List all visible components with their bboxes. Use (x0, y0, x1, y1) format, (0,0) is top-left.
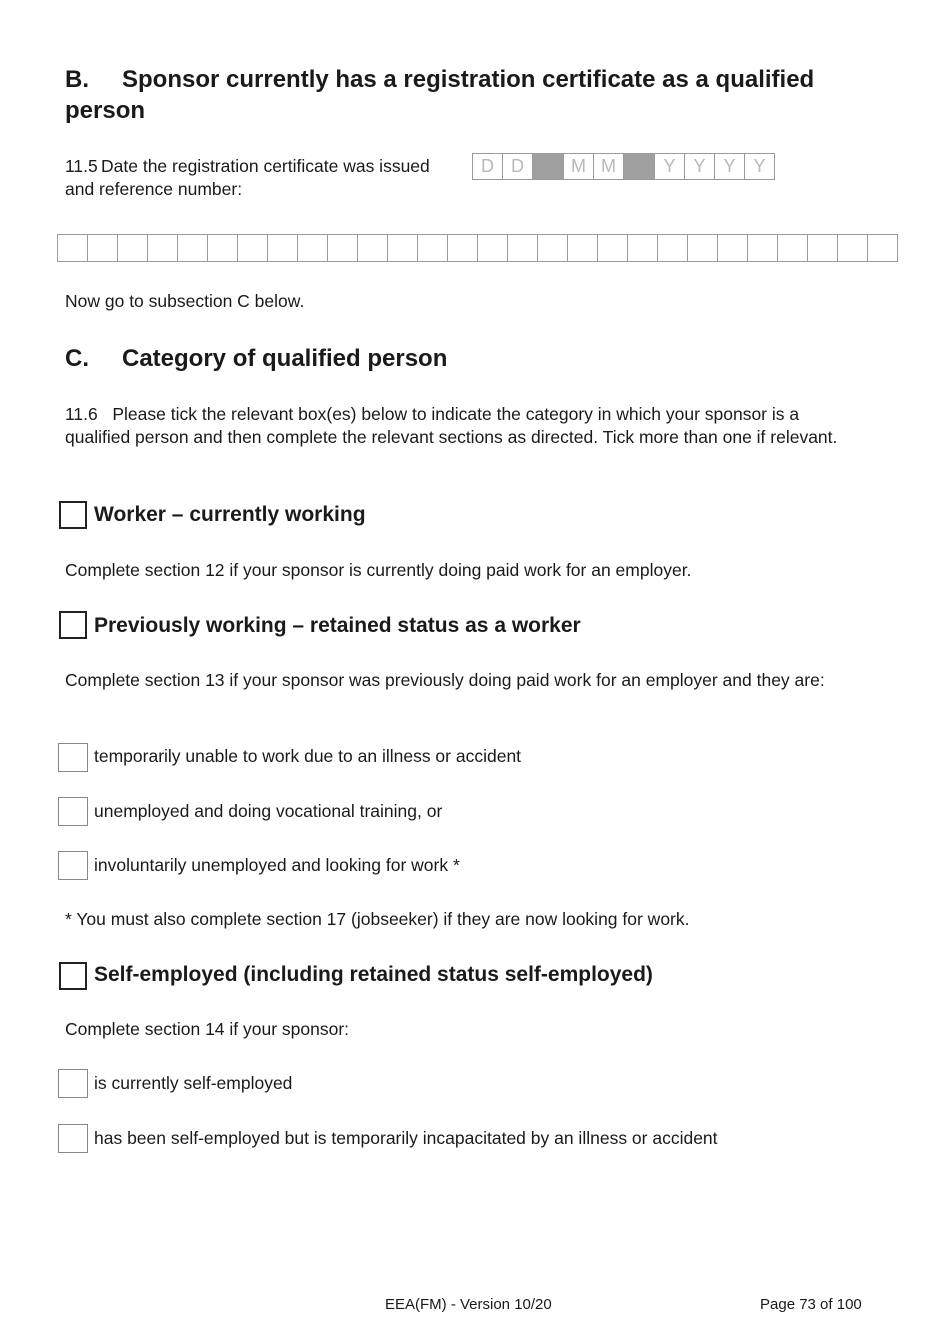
date-year-2[interactable]: Y (684, 153, 715, 180)
go-to-instruction: Now go to subsection C below. (65, 291, 305, 311)
reference-cell[interactable] (537, 234, 568, 262)
reference-cell[interactable] (717, 234, 748, 262)
reference-cell[interactable] (297, 234, 328, 262)
reference-cell[interactable] (807, 234, 838, 262)
section-letter: B. (65, 66, 89, 93)
previously-working-label: Previously working – retained status as a worker (94, 614, 581, 637)
reference-cell[interactable] (387, 234, 418, 262)
previously-working-note: Complete section 13 if your sponsor was previously doing paid work for an employer and they are: (65, 670, 825, 690)
reference-cell[interactable] (837, 234, 868, 262)
question-number: 11.6 (65, 404, 98, 424)
looking-for-work-checkbox[interactable] (58, 851, 88, 880)
reference-cell[interactable] (267, 234, 298, 262)
date-day-1[interactable]: D (472, 153, 503, 180)
worker-note: Complete section 12 if your sponsor is currently doing paid work for an employer. (65, 560, 692, 580)
reference-cell[interactable] (147, 234, 178, 262)
date-month-1[interactable]: M (563, 153, 594, 180)
reference-cell[interactable] (597, 234, 628, 262)
worker-label: Worker – currently working (94, 503, 366, 526)
jobseeker-footnote: * You must also complete section 17 (jobseeker) if they are now looking for work. (65, 909, 690, 929)
self-employed-checkbox[interactable] (59, 962, 87, 990)
previously-working-checkbox[interactable] (59, 611, 87, 639)
reference-cell[interactable] (117, 234, 148, 262)
vocational-training-checkbox[interactable] (58, 797, 88, 826)
reference-cell[interactable] (747, 234, 778, 262)
date-input (473, 153, 775, 180)
reference-cell[interactable] (417, 234, 448, 262)
reference-cell[interactable] (687, 234, 718, 262)
section-b-heading (65, 64, 885, 126)
reference-cell[interactable] (867, 234, 898, 262)
reference-cell[interactable] (627, 234, 658, 262)
section-letter: C. (65, 345, 89, 372)
date-month-2[interactable]: M (593, 153, 624, 180)
reference-cell[interactable] (177, 234, 208, 262)
reference-cell[interactable] (357, 234, 388, 262)
reference-number-input (58, 234, 898, 262)
section-c-heading (65, 343, 885, 374)
date-year-4[interactable]: Y (744, 153, 775, 180)
currently-self-employed-checkbox[interactable] (58, 1069, 88, 1098)
reference-cell[interactable] (327, 234, 358, 262)
date-year-1[interactable]: Y (654, 153, 685, 180)
question-11-5 (65, 155, 445, 201)
incapacitated-label: has been self-employed but is temporarily incapacitated by an illness or accident (94, 1128, 718, 1148)
reference-cell[interactable] (507, 234, 538, 262)
question-number: 11.5 (65, 156, 98, 176)
looking-for-work-label: involuntarily unemployed and looking for work * (94, 855, 460, 875)
illness-label: temporarily unable to work due to an illness or accident (94, 746, 522, 766)
reference-cell[interactable] (567, 234, 598, 262)
section-title: Sponsor currently has a registration certificate as a qualified person (65, 66, 815, 124)
footer-page-number: Page 73 of 100 (760, 1296, 862, 1313)
question-11-6 (65, 403, 865, 449)
date-day-2[interactable]: D (502, 153, 533, 180)
worker-checkbox[interactable] (59, 501, 87, 529)
reference-cell[interactable] (87, 234, 118, 262)
date-separator (623, 153, 655, 180)
footer-version: EEA(FM) - Version 10/20 (385, 1296, 552, 1313)
question-text: Please tick the relevant box(es) below to indicate the category in which your sponsor is a qualified person and then complete the relevant sections as directed. Tick more than one if relevant. (65, 404, 838, 447)
reference-cell[interactable] (237, 234, 268, 262)
self-employed-note: Complete section 14 if your sponsor: (65, 1019, 350, 1039)
reference-cell[interactable] (777, 234, 808, 262)
currently-self-employed-label: is currently self-employed (94, 1073, 293, 1093)
vocational-training-label: unemployed and doing vocational training, or (94, 801, 443, 821)
reference-cell[interactable] (447, 234, 478, 262)
reference-cell[interactable] (657, 234, 688, 262)
question-text: Date the registration certificate was issued and reference number: (65, 156, 430, 199)
illness-checkbox[interactable] (58, 743, 88, 772)
reference-cell[interactable] (477, 234, 508, 262)
section-title: Category of qualified person (122, 345, 448, 372)
date-separator (532, 153, 564, 180)
self-employed-label: Self-employed (including retained status self-employed) (94, 963, 653, 986)
incapacitated-checkbox[interactable] (58, 1124, 88, 1153)
reference-cell[interactable] (57, 234, 88, 262)
date-year-3[interactable]: Y (714, 153, 745, 180)
reference-cell[interactable] (207, 234, 238, 262)
